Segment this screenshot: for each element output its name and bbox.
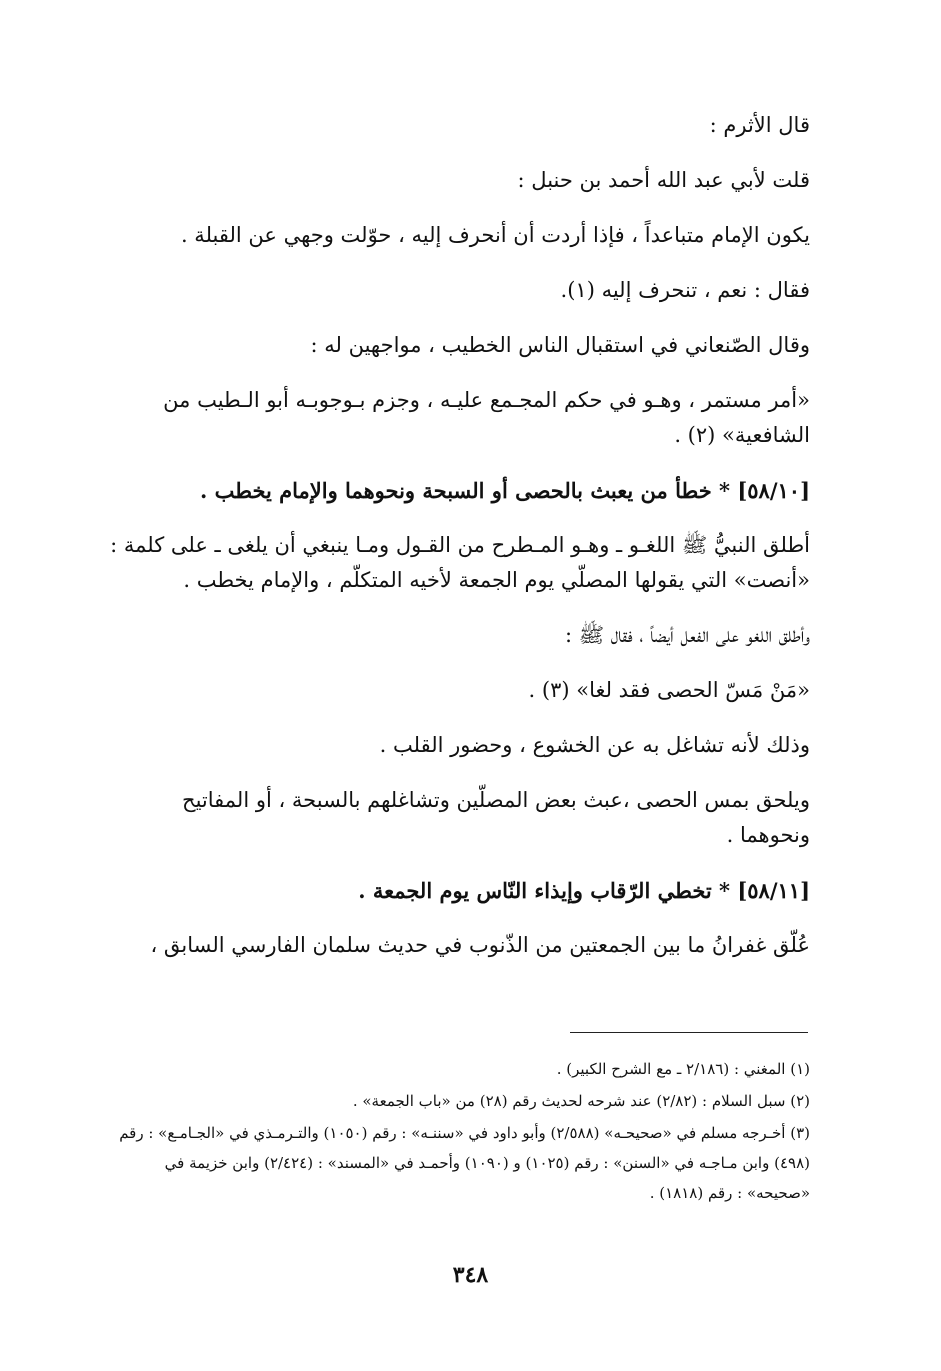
paragraph: قلت لأبي عبد الله أحمد بن حنبل : (517, 168, 810, 192)
paragraph: وقال الصّنعاني في استقبال الناس الخطيب ، مواجهين له : (310, 333, 810, 357)
section-heading: [٥٨/١٠] * خطأ من يعبث بالحصى أو السبحة ونحوهما والإمام يخطب . (199, 478, 810, 503)
paragraph: يكون الإمام متباعداً ، فإذا أردت أن أنحرف إليه ، حوّلت وجهي عن القبلة . (180, 223, 810, 247)
footnote-divider (570, 1032, 808, 1033)
main-text (103, 108, 810, 983)
footnotes (110, 1054, 810, 1210)
paragraph: عُلّق غفرانُ ما بين الجمعتين من الذّنوب في حديث سلمان الفارسي السابق ، (150, 933, 810, 957)
paragraph: أطلق النبيُّ ﷺ اللغـو ـ وهـو المـطرح من القـول ومـا ينبغي أن يلغى ـ على كلمة : «أنصت» التي يقولها المصلّي يوم الجمعة لأخيه المتكلّم ، والإمام يخطب . (103, 533, 810, 592)
page-number: ٣٤٨ (452, 1262, 489, 1288)
section-heading: [٥٨/١١] * تخطي الرّقاب وإيذاء النّاس يوم الجمعة . (358, 878, 810, 903)
paragraph: وذلك لأنه تشاغل به عن الخشوع ، وحضور القلب . (379, 733, 810, 757)
paragraph: ويلحق بمس الحصى ،عبث بعض المصلّين وتشاغلهم بالسبحة ، أو المفاتيح ونحوهما . (175, 788, 810, 847)
footnote: (١) المغني : (٢/١٨٦ ـ مع الشرح الكبير) . (556, 1060, 810, 1078)
footnote: (٢) سبل السلام : (٢/٨٢) عند شرحه لحديث رقم (٢٨) من «باب الجمعة» . (352, 1092, 810, 1110)
paragraph: «مَنْ مَسّ الحصى فقد لغا» (٣) . (528, 678, 810, 702)
paragraph: فقال : نعم ، تنحرف إليه (١). (560, 278, 810, 302)
paragraph: «أمر مستمر ، وهـو في حكم المجـمع عليـه ، وجزم بـوجوبـه أبو الـطيب من الشافعية» (٢) . (156, 388, 810, 447)
paragraph: وأطلق اللغو على الفعل أيضاً ، فقال ﷺ : (564, 623, 810, 647)
footnote: (٣) أخـرجه مسلم في «صحيحـه» (٢/٥٨٨) وأبو داود في «سننـه» : رقم (١٠٥٠) والتـرمـذي في «الجـامـع» : رقم (٤٩٨) وابن مـاجـه في «السنن» : رقم (١٠٢٥) و (١٠٩٠) وأحمـد في «المسند» : (٢/٤٢٤) وابن خزيمة في «صحيحه» : رقم (١٨١٨) . (119, 1124, 810, 1202)
paragraph: قال الأثرم : (709, 113, 810, 137)
